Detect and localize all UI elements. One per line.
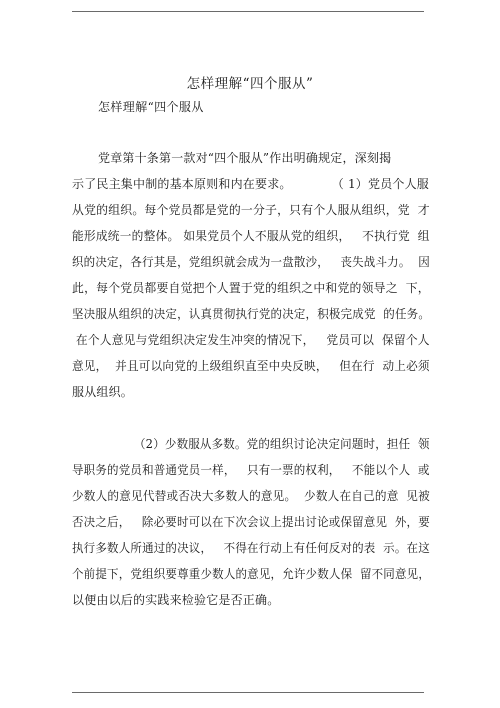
page-title: 怎样理解“四个服从” [186,76,314,92]
paragraph-line: 此，每个党员都要自觉把个人置于党的组织之中和党的领导之 下， [72,281,430,295]
paragraph-line: 个前提下，党组织要尊重少数人的意见，允许少数人保 留不同意见， [72,567,431,581]
paragraph-line: 导职务的党员和普通党员一样， 只有一票的权利， 不能以个人 或 [72,463,430,477]
paragraph-line: 坚决服从组织的决定，认真贯彻执行党的决定，积极完成党 的任务。 [72,307,431,321]
paragraph-line: （2）少数服从多数。党的组织讨论决定问题时，担任 领 [134,437,430,451]
paragraph-line: 从党的组织。每个党员都是党的一分子，只有个人服从组织，党 才 [72,203,430,217]
paragraph-line: 以便由以后的实践来检验它是否正确。 [72,593,280,607]
paragraph-line: 示了民主集中制的基本原则和内在要求。 （ 1）党员个人服 [72,177,429,191]
footer-rule [72,692,424,693]
paragraph-line: 党章第十条第一款对“四个服从”作出明确规定，深刻揭 [98,151,392,165]
header-rule [72,11,424,12]
page-subtitle: 怎样理解“四个服从 [98,100,204,114]
paragraph-line: 否决之后， 除必要时可以在下次会议上提出讨论或保留意见 外，要 [72,515,430,529]
paragraph-line: 执行多数人所通过的决议， 不得在行动上有任何反对的表 示。在这 [72,541,430,555]
paragraph-line: 在个人意见与党组织决定发生冲突的情况下， 党员可以 保留个人 [72,333,430,347]
paragraph-line: 服从组织。 [72,385,134,399]
paragraph-line: 织的决定，各行其是，党组织就会成为一盘散沙， 丧失战斗力。 因 [72,255,430,269]
paragraph-line: 能形成统一的整体。 如果党员个人不服从党的组织， 不执行党 组 [72,229,430,243]
paragraph-line: 少数人的意见代替或否决大多数人的意见。 少数人在自己的意 见被 [72,489,430,503]
paragraph-line: 意见， 并且可以向党的上级组织直至中央反映， 但在行 动上必须 [72,359,430,373]
